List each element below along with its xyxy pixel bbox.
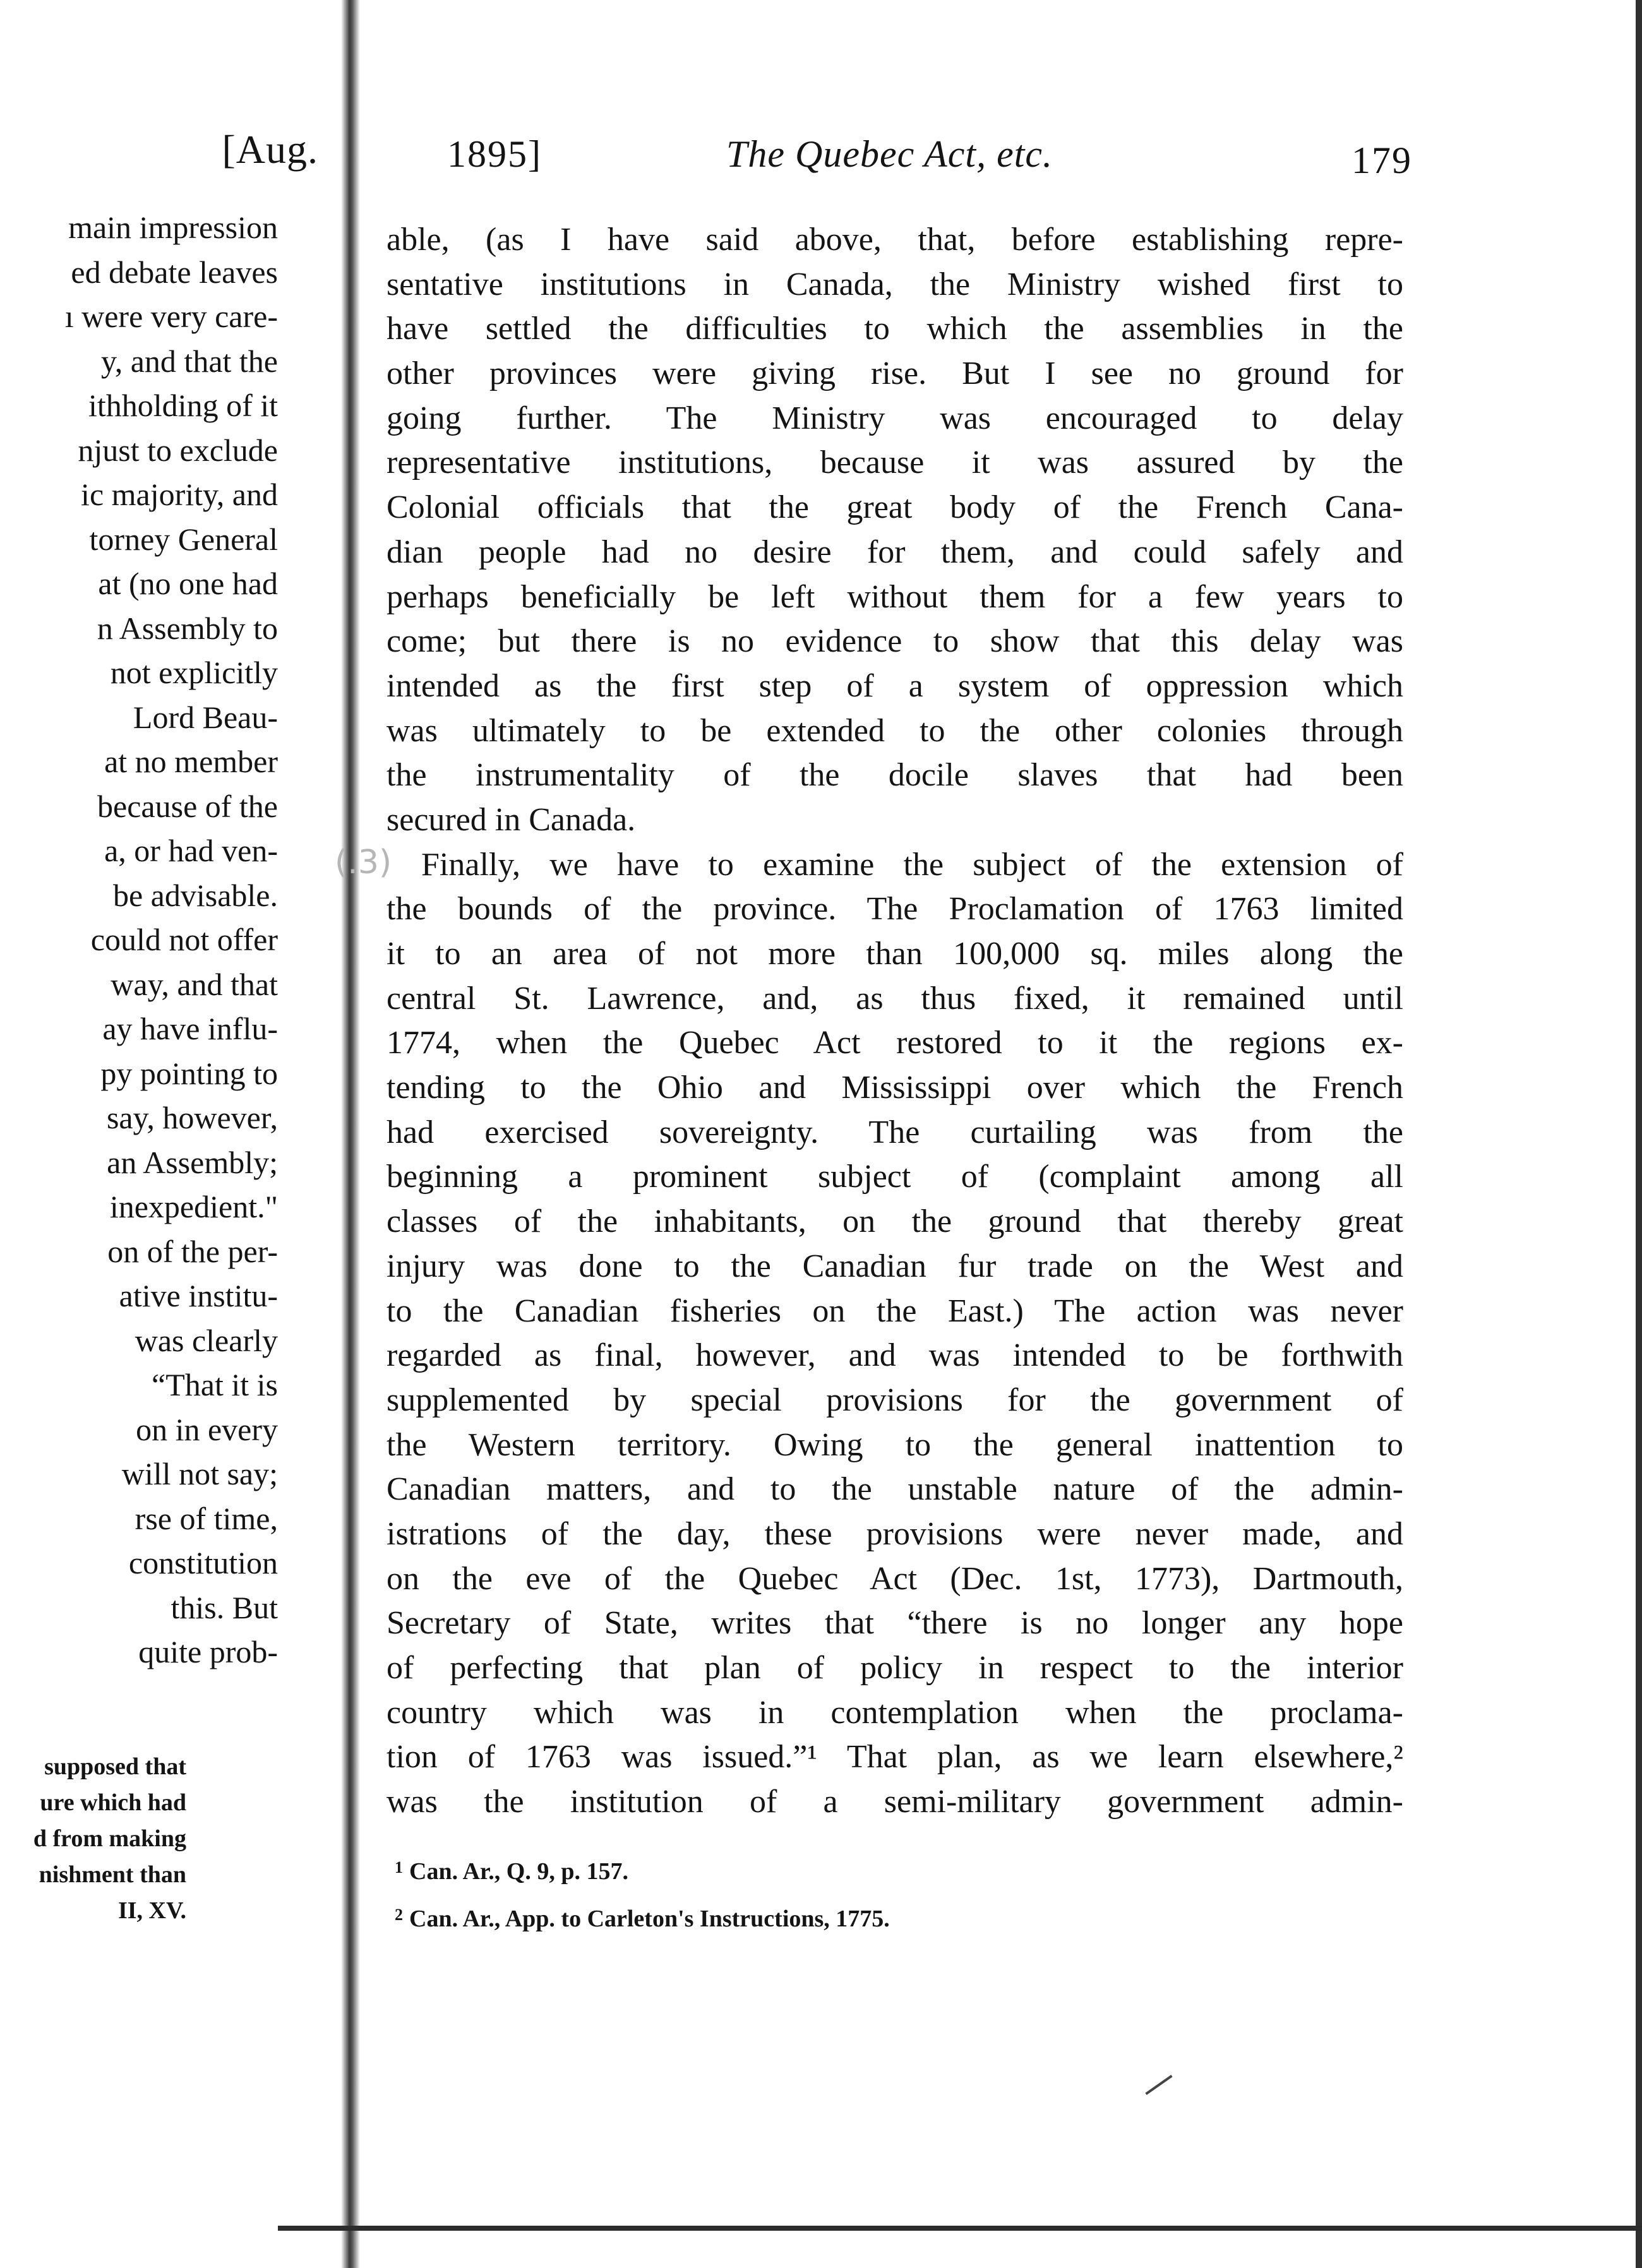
- body-line: have settled the difficulties to which the assemblies in the: [387, 311, 1403, 347]
- body-line: supplemented by special provisions for the government of: [387, 1382, 1403, 1418]
- footnote-text: Can. Ar., App. to Carleton's Instructions, 1775.: [409, 1906, 890, 1932]
- left-footnotes: [0, 1749, 186, 1929]
- body-text: [387, 218, 1403, 1825]
- body-line: istrations of the day, these provisions were never made, and: [387, 1515, 1403, 1552]
- body-line: other provinces were giving rise. But I see no ground for: [387, 355, 1403, 392]
- running-head: [404, 133, 1415, 189]
- body-line: on the eve of the Quebec Act (Dec. 1st, 1773), Dartmouth,: [387, 1560, 1403, 1597]
- page-edge-bottom: [278, 2226, 1642, 2231]
- left-text-line: ay have influ-: [102, 1011, 278, 1046]
- body-line: the instrumentality of the docile slaves that had been: [387, 757, 1403, 794]
- left-text-line: ed debate leaves: [71, 254, 278, 290]
- body-line: was the institution of a semi-military government admin-: [387, 1784, 1403, 1820]
- body-line: regarded as final, however, and was intended to be forthwith: [387, 1337, 1403, 1374]
- body-line: perhaps beneficially be left without them for a few years to: [387, 578, 1403, 615]
- left-text-line: main impression: [68, 210, 278, 245]
- footnote-marker: 1: [395, 1858, 403, 1877]
- book-gutter: [341, 0, 360, 2268]
- left-text-line: py pointing to: [100, 1055, 278, 1091]
- left-page: [0, 0, 341, 2268]
- body-line: Finally, we have to examine the subject of the extension of: [421, 846, 1403, 883]
- left-text-line: this. But: [171, 1589, 278, 1625]
- left-text-line: say, however,: [106, 1100, 278, 1135]
- left-text-line: rse of time,: [135, 1500, 278, 1536]
- left-footnote-line: supposed that: [44, 1753, 186, 1780]
- left-footnote-line: d from making: [33, 1825, 186, 1852]
- footnote-1: [395, 1844, 1153, 1891]
- footnote-text: Can. Ar., Q. 9, p. 157.: [409, 1858, 628, 1885]
- left-text-line: not explicitly: [110, 655, 278, 690]
- left-text-line: because of the: [97, 788, 278, 824]
- left-footnote-line: nishment than: [39, 1861, 186, 1888]
- left-text-line: inexpedient.": [109, 1189, 278, 1224]
- running-head-title: The Quebec Act, etc.: [726, 133, 1053, 175]
- body-line: Secretary of State, writes that “there is no longer any hope: [387, 1605, 1403, 1642]
- footnotes: [395, 1844, 1153, 1938]
- body-line: beginning a prominent subject of (complaint among all: [387, 1159, 1403, 1195]
- body-line: sentative institutions in Canada, the Ministry wished first to: [387, 266, 1403, 302]
- left-page-text: [0, 205, 278, 1674]
- body-line: it to an area of not more than 100,000 sq. miles along the: [387, 936, 1403, 972]
- body-line: the Western territory. Owing to the general inattention to: [387, 1426, 1403, 1463]
- body-line: 1774, when the Quebec Act restored to it the regions ex-: [387, 1025, 1403, 1061]
- page-number: 179: [1351, 140, 1412, 181]
- footnote-2: [395, 1891, 1153, 1938]
- left-text-line: on of the per-: [107, 1233, 278, 1269]
- left-text-line: Lord Beau-: [133, 699, 278, 735]
- body-line: tion of 1763 was issued.”¹ That plan, as we learn elsewhere,²: [387, 1739, 1403, 1776]
- body-line: going further. The Ministry was encouraged to delay: [387, 400, 1403, 436]
- body-line: Colonial officials that the great body of the French Cana-: [387, 489, 1403, 526]
- footnote-marker: 2: [395, 1906, 403, 1924]
- body-line: the bounds of the province. The Proclamation of 1763 limited: [387, 891, 1403, 928]
- left-text-line: “That it is: [152, 1367, 278, 1402]
- body-line: secured in Canada.: [387, 801, 636, 838]
- margin-pencil-mark: (.3): [335, 844, 392, 881]
- body-line: country which was in contemplation when the proclama-: [387, 1694, 1403, 1731]
- body-line: classes of the inhabitants, on the ground that thereby great: [387, 1203, 1403, 1240]
- body-line: injury was done to the Canadian fur trade on the West and: [387, 1248, 1403, 1284]
- body-line: Canadian matters, and to the unstable nature of the admin-: [387, 1471, 1403, 1508]
- left-text-line: ic majority, and: [81, 477, 278, 512]
- body-line: able, (as I have said above, that, before establishing repre-: [387, 222, 1403, 258]
- body-line: central St. Lawrence, and, as thus fixed, it remained until: [387, 980, 1403, 1017]
- left-text-line: y, and that the: [100, 343, 278, 379]
- body-line: was ultimately to be extended to the other colonies through: [387, 712, 1403, 749]
- body-line: to the Canadian fisheries on the East.) The action was never: [387, 1292, 1403, 1329]
- left-footnote-line: ure which had: [40, 1789, 186, 1816]
- right-page: [360, 0, 1636, 2231]
- left-text-line: njust to exclude: [78, 432, 278, 468]
- left-text-line: n Assembly to: [97, 610, 278, 646]
- body-line: of perfecting that plan of policy in respect to the interior: [387, 1650, 1403, 1686]
- left-text-line: quite prob-: [138, 1634, 278, 1669]
- left-running-head: [Aug.: [222, 127, 318, 172]
- pencil-stroke: [1145, 2075, 1172, 2095]
- left-text-line: on in every: [136, 1411, 278, 1447]
- body-line: representative institutions, because it was assured by the: [387, 445, 1403, 481]
- left-text-line: torney General: [89, 521, 278, 557]
- page-edge-right: [1636, 0, 1642, 2268]
- left-text-line: be advisable.: [112, 877, 278, 913]
- left-text-line: ı were very care-: [64, 299, 278, 334]
- left-text-line: will not say;: [121, 1456, 278, 1491]
- left-text-line: ative institu-: [119, 1278, 278, 1313]
- body-line: intended as the first step of a system of oppression which: [387, 667, 1403, 704]
- left-text-line: an Assembly;: [107, 1144, 278, 1180]
- left-text-line: was clearly: [135, 1322, 278, 1358]
- body-line: tending to the Ohio and Mississippi over which the French: [387, 1070, 1403, 1106]
- left-text-line: ithholding of it: [88, 388, 278, 423]
- left-text-line: a, or had ven-: [104, 833, 278, 868]
- running-head-year: 1895]: [447, 133, 542, 175]
- left-footnote-line: II, XV.: [117, 1897, 186, 1924]
- body-line: dian people had no desire for them, and could safely and: [387, 534, 1403, 570]
- body-line: had exercised sovereignty. The curtailing was from the: [387, 1114, 1403, 1150]
- left-text-line: way, and that: [111, 966, 278, 1002]
- left-text-line: could not offer: [90, 922, 278, 957]
- left-text-line: constitution: [128, 1545, 278, 1580]
- body-line: come; but there is no evidence to show that this delay was: [387, 623, 1403, 660]
- left-text-line: at no member: [104, 744, 278, 779]
- left-text-line: at (no one had: [98, 566, 278, 601]
